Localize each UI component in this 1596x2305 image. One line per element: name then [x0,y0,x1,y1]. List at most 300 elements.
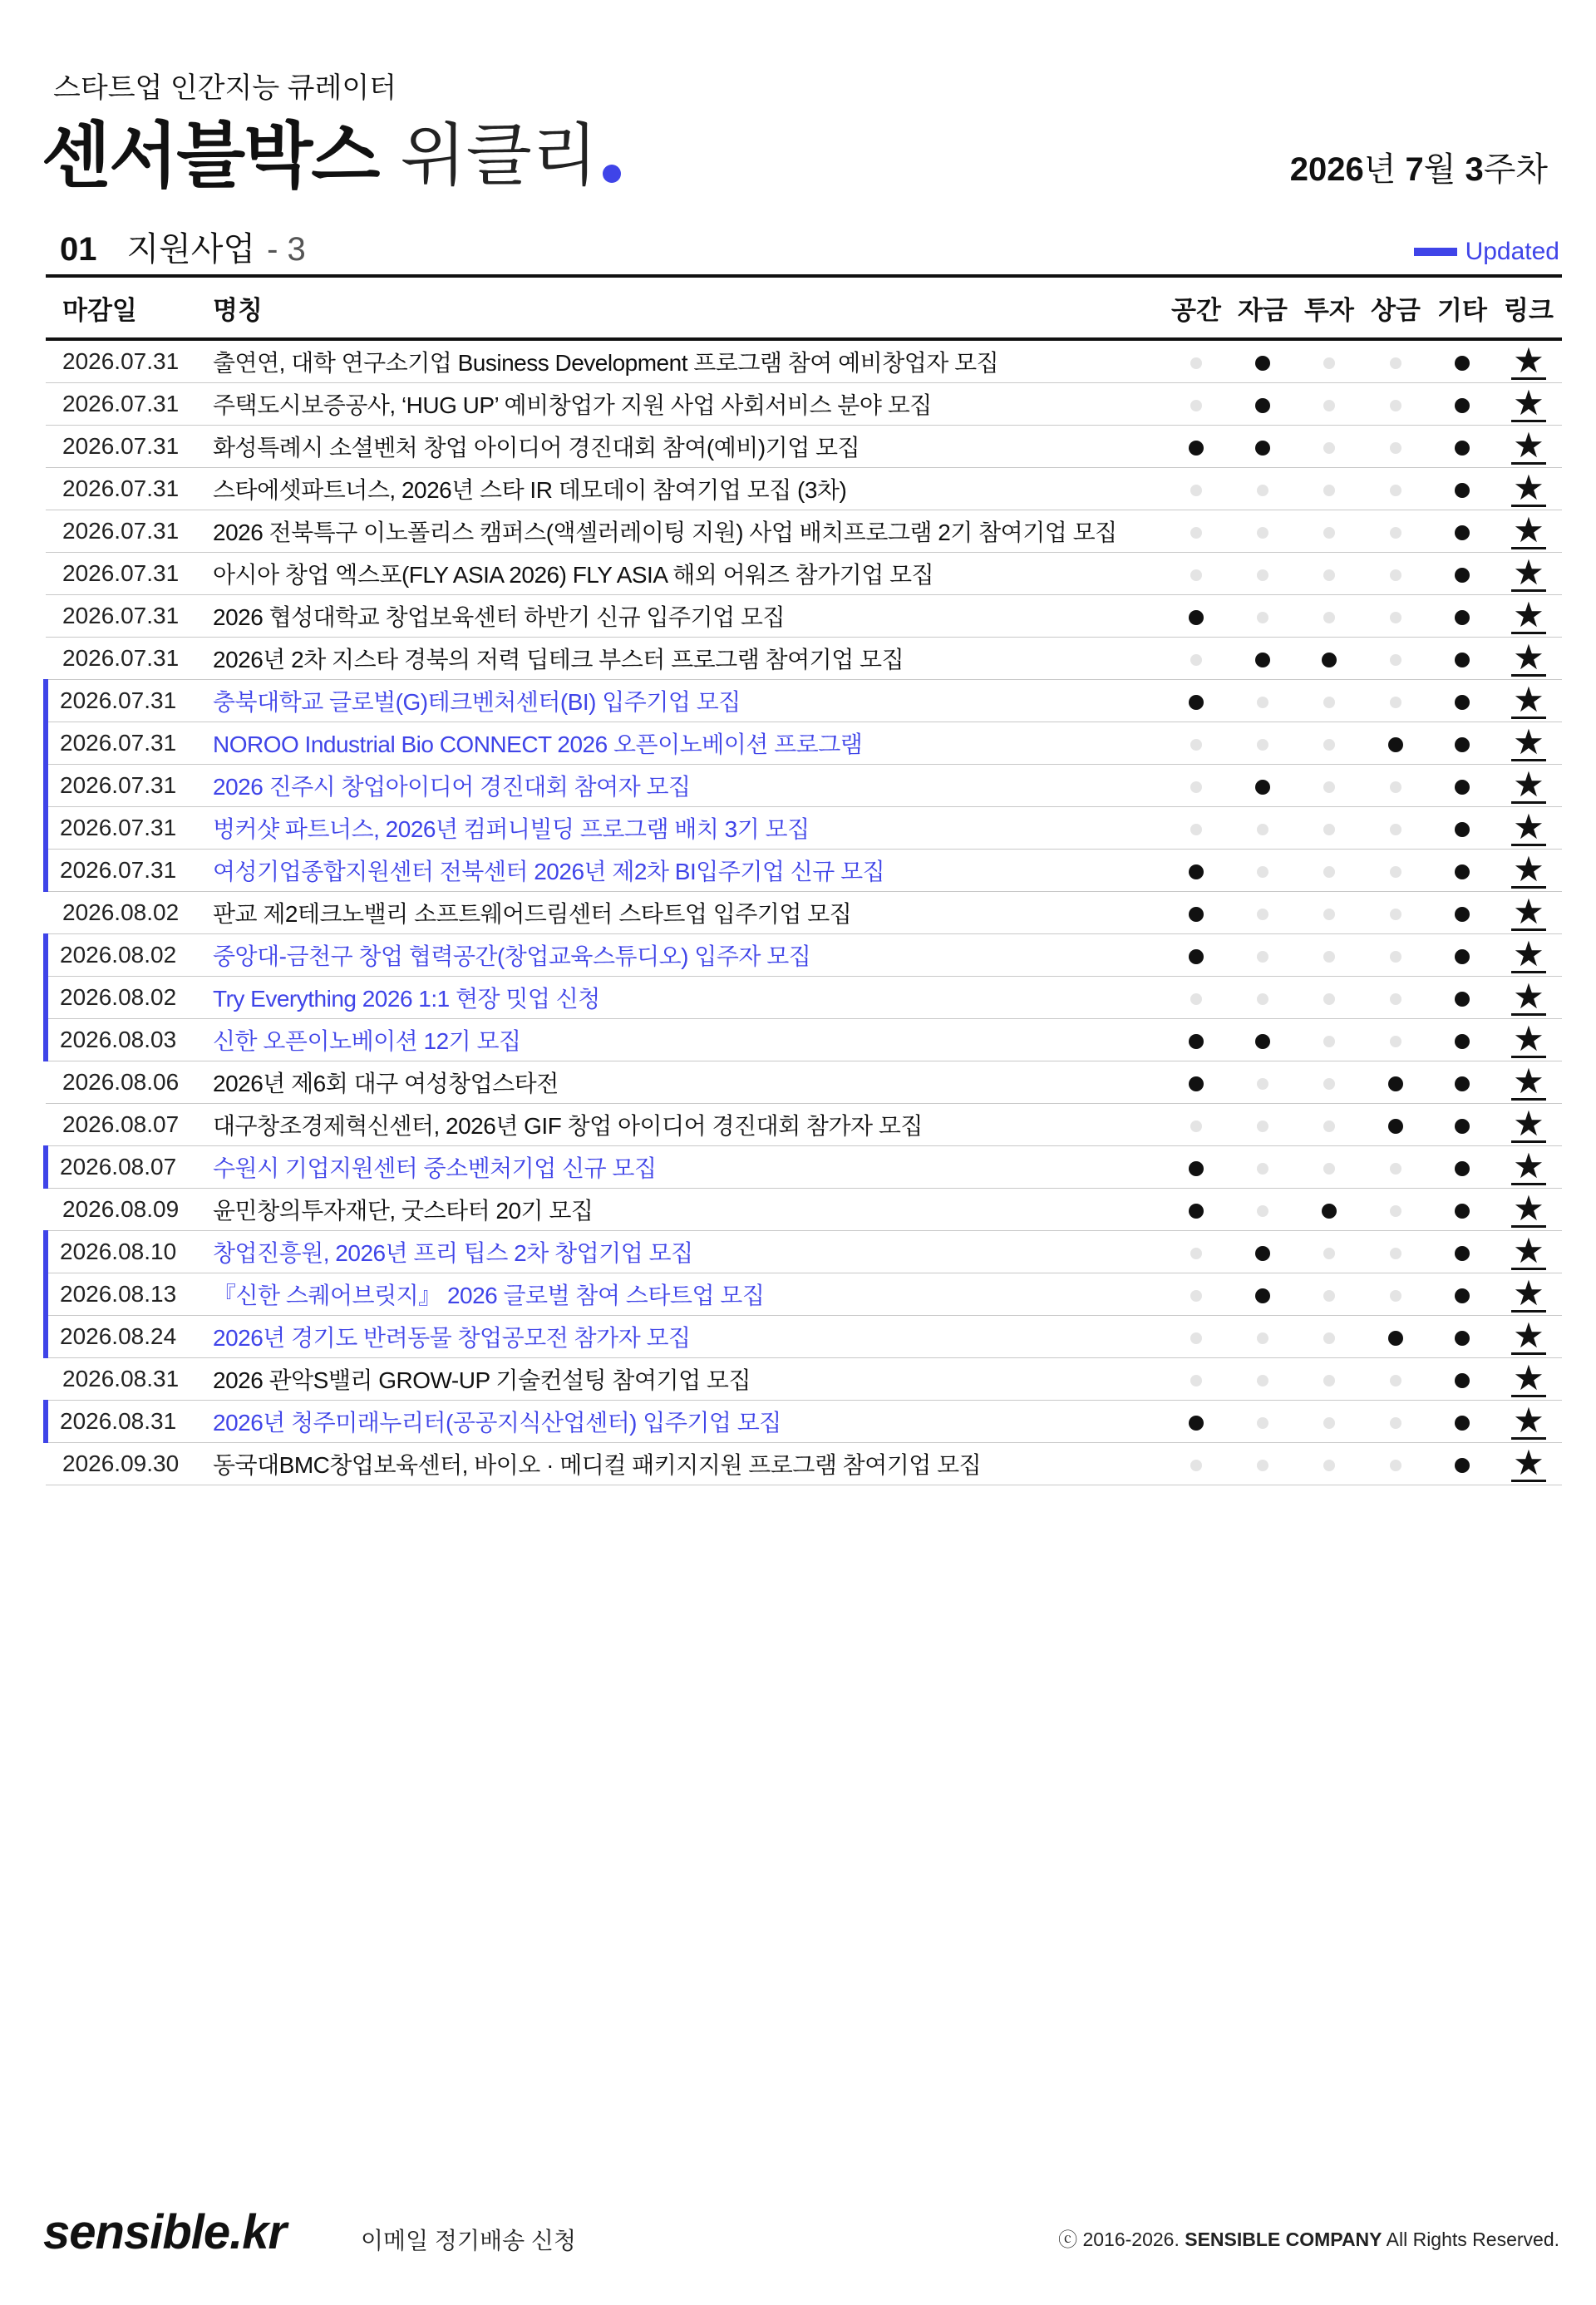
etc-flag-cell [1429,553,1495,595]
invest-flag-cell [1296,977,1362,1019]
link-cell [1495,595,1562,638]
filled-dot-icon [1455,992,1470,1007]
invest-flag-cell [1296,765,1362,807]
empty-dot-icon [1323,1163,1335,1175]
invest-flag-cell [1296,1019,1362,1061]
filled-dot-icon [1455,1246,1470,1261]
invest-flag-cell [1296,383,1362,426]
link-cell [1495,1443,1562,1485]
table-row [46,680,1562,722]
invest-flag-cell [1296,1231,1362,1273]
table-row [46,765,1562,807]
empty-dot-icon [1257,824,1268,835]
star-icon[interactable]: ★ [1513,552,1544,592]
invest-flag-cell [1296,510,1362,553]
table-row [46,1189,1562,1231]
prize-flag-cell [1362,765,1429,807]
program-name-cell: 여성기업종합지원센터 전북센터 2026년 제2차 BI입주기업 신규 모집 [213,850,1163,892]
week-label [1290,143,1548,190]
etc-flag-cell [1429,468,1495,510]
prize-flag-cell [1362,1443,1429,1485]
star-icon[interactable]: ★ [1513,1442,1544,1482]
filled-dot-icon [1255,356,1270,371]
invest-flag-cell [1296,426,1362,468]
deadline-cell: 2026.07.31 [46,638,213,680]
program-name-cell: 윤민창의투자재단, 굿스타터 20기 모집 [213,1189,1163,1231]
deadline-cell: 2026.08.10 [46,1231,213,1273]
link-cell [1495,892,1562,934]
week-month-unit: 월 [1423,151,1465,188]
empty-dot-icon [1190,569,1202,581]
filled-dot-icon [1189,441,1204,456]
empty-dot-icon [1390,485,1401,496]
invest-flag-cell [1296,1273,1362,1316]
empty-dot-icon [1257,993,1268,1005]
link-cell [1495,807,1562,850]
filled-dot-icon [1189,1034,1204,1049]
star-icon[interactable]: ★ [1513,594,1544,634]
program-name-cell: 2026년 청주미래누리터(공공지식산업센터) 입주기업 모집 [213,1401,1163,1443]
table-row [46,1358,1562,1401]
program-name-cell: 주택도시보증공사, ‘HUG UP’ 예비창업가 지원 사업 사회서비스 분야 모집 [213,383,1163,426]
space-flag-cell [1163,1104,1229,1146]
table-row [46,1061,1562,1104]
col-space: 공간 [1163,276,1229,339]
space-flag-cell [1163,1273,1229,1316]
prize-flag-cell [1362,807,1429,850]
filled-dot-icon [1388,1331,1403,1346]
empty-dot-icon [1323,1290,1335,1302]
invest-flag-cell [1296,339,1362,383]
empty-dot-icon [1323,1248,1335,1259]
table-row [46,1019,1562,1061]
program-name-cell: 중앙대-금천구 창업 협력공간(창업교육스튜디오) 입주자 모집 [213,934,1163,977]
prize-flag-cell [1362,934,1429,977]
etc-flag-cell [1429,1443,1495,1485]
empty-dot-icon [1190,781,1202,793]
prize-flag-cell [1362,638,1429,680]
filled-dot-icon [1255,398,1270,413]
fund-flag-cell [1229,638,1296,680]
table-header-row [46,276,1562,339]
prize-flag-cell [1362,468,1429,510]
star-icon[interactable]: ★ [1513,1103,1544,1143]
etc-flag-cell [1429,977,1495,1019]
fund-flag-cell [1229,339,1296,383]
program-name-cell: 판교 제2테크노밸리 소프트웨어드림센터 스타트업 입주기업 모집 [213,892,1163,934]
filled-dot-icon [1388,737,1403,752]
fund-flag-cell [1229,468,1296,510]
program-name-cell: 2026 전북특구 이노폴리스 캠퍼스(액셀러레이팅 지원) 사업 배치프로그램 2기 참여기업 모집 [213,510,1163,553]
empty-dot-icon [1190,1120,1202,1132]
star-icon[interactable]: ★ [1513,382,1544,422]
etc-flag-cell [1429,1104,1495,1146]
empty-dot-icon [1390,1036,1401,1047]
fund-flag-cell [1229,1401,1296,1443]
section-title: 지원사업 [126,231,256,268]
program-name-cell: 충북대학교 글로벌(G)테크벤처센터(BI) 입주기업 모집 [213,680,1163,722]
table-row [46,1401,1562,1443]
empty-dot-icon [1257,1205,1268,1217]
filled-dot-icon [1255,1246,1270,1261]
empty-dot-icon [1257,1375,1268,1386]
prize-flag-cell [1362,680,1429,722]
star-icon[interactable]: ★ [1513,1357,1544,1397]
table-row [46,892,1562,934]
empty-dot-icon [1257,1460,1268,1471]
empty-dot-icon [1323,781,1335,793]
program-name-cell: 스타에셋파트너스, 2026년 스타 IR 데모데이 참여기업 모집 (3차) [213,468,1163,510]
star-icon[interactable]: ★ [1513,425,1544,465]
prize-flag-cell [1362,510,1429,553]
star-icon[interactable]: ★ [1513,891,1544,931]
tagline: 스타트업 인간지능 큐레이터 [53,72,397,104]
invest-flag-cell [1296,638,1362,680]
table-row [46,638,1562,680]
empty-dot-icon [1257,1120,1268,1132]
etc-flag-cell [1429,1401,1495,1443]
prize-flag-cell [1362,1061,1429,1104]
deadline-cell: 2026.08.03 [46,1019,213,1061]
deadline-cell: 2026.08.02 [46,977,213,1019]
empty-dot-icon [1390,781,1401,793]
empty-dot-icon [1257,1417,1268,1429]
prize-flag-cell [1362,1273,1429,1316]
prize-flag-cell [1362,1358,1429,1401]
table-row [46,426,1562,468]
empty-dot-icon [1190,1460,1202,1471]
invest-flag-cell [1296,1104,1362,1146]
fund-flag-cell [1229,383,1296,426]
updated-legend [1414,238,1559,266]
col-prize: 상금 [1362,276,1429,339]
space-flag-cell [1163,1231,1229,1273]
filled-dot-icon [1255,441,1270,456]
link-cell [1495,468,1562,510]
link-cell [1495,850,1562,892]
program-name-cell: 2026년 2차 지스타 경북의 저력 딥테크 부스터 프로그램 참여기업 모집 [213,638,1163,680]
invest-flag-cell [1296,1316,1362,1358]
empty-dot-icon [1390,951,1401,963]
etc-flag-cell [1429,934,1495,977]
empty-dot-icon [1257,697,1268,708]
brand-title [42,106,621,198]
deadline-cell: 2026.08.07 [46,1146,213,1189]
link-cell [1495,638,1562,680]
fund-flag-cell [1229,1316,1296,1358]
filled-dot-icon [1255,1288,1270,1303]
prize-flag-cell [1362,1146,1429,1189]
fund-flag-cell [1229,1231,1296,1273]
link-cell [1495,765,1562,807]
etc-flag-cell [1429,638,1495,680]
star-icon[interactable]: ★ [1513,933,1544,973]
star-icon[interactable]: ★ [1513,1061,1544,1101]
filled-dot-icon [1455,907,1470,922]
filled-dot-icon [1189,1076,1204,1091]
space-flag-cell [1163,765,1229,807]
link-cell [1495,934,1562,977]
filled-dot-icon [1455,653,1470,667]
star-icon[interactable]: ★ [1513,1273,1544,1313]
fund-flag-cell [1229,680,1296,722]
filled-dot-icon [1388,1119,1403,1134]
fund-flag-cell [1229,426,1296,468]
copyright-rights: All Rights Reserved. [1386,2229,1559,2250]
empty-dot-icon [1257,1163,1268,1175]
etc-flag-cell [1429,1019,1495,1061]
star-icon[interactable]: ★ [1513,1018,1544,1058]
filled-dot-icon [1255,780,1270,795]
week-number-unit: 주차 [1483,151,1548,188]
program-name-cell: NOROO Industrial Bio CONNECT 2026 오픈이노베이션 프로그램 [213,722,1163,765]
empty-dot-icon [1390,824,1401,835]
fund-flag-cell [1229,510,1296,553]
filled-dot-icon [1455,441,1470,456]
empty-dot-icon [1390,1248,1401,1259]
invest-flag-cell [1296,1358,1362,1401]
invest-flag-cell [1296,468,1362,510]
star-icon[interactable]: ★ [1513,467,1544,507]
star-icon[interactable]: ★ [1513,722,1544,761]
col-invest: 투자 [1296,276,1362,339]
space-flag-cell [1163,1401,1229,1443]
prize-flag-cell [1362,1401,1429,1443]
etc-flag-cell [1429,680,1495,722]
empty-dot-icon [1323,697,1335,708]
empty-dot-icon [1323,993,1335,1005]
deadline-cell: 2026.08.07 [46,1104,213,1146]
empty-dot-icon [1390,1417,1401,1429]
star-icon[interactable]: ★ [1513,637,1544,677]
empty-dot-icon [1190,739,1202,751]
etc-flag-cell [1429,1146,1495,1189]
empty-dot-icon [1390,866,1401,878]
copyright-years: ⓒ 2016-2026. [1058,2229,1180,2250]
space-flag-cell [1163,1061,1229,1104]
filled-dot-icon [1322,1204,1337,1219]
empty-dot-icon [1257,909,1268,920]
fund-flag-cell [1229,1189,1296,1231]
deadline-cell: 2026.07.31 [46,595,213,638]
star-icon[interactable]: ★ [1513,1145,1544,1185]
star-icon[interactable]: ★ [1513,976,1544,1016]
empty-dot-icon [1323,1120,1335,1132]
section-subtitle: - 3 [267,231,306,268]
star-icon[interactable]: ★ [1513,1230,1544,1270]
link-cell [1495,1273,1562,1316]
empty-dot-icon [1323,909,1335,920]
link-cell [1495,1146,1562,1189]
link-cell [1495,977,1562,1019]
empty-dot-icon [1323,485,1335,496]
link-cell [1495,510,1562,553]
empty-dot-icon [1257,569,1268,581]
fund-flag-cell [1229,1443,1296,1485]
etc-flag-cell [1429,1316,1495,1358]
filled-dot-icon [1455,398,1470,413]
fund-flag-cell [1229,977,1296,1019]
empty-dot-icon [1390,654,1401,666]
fund-flag-cell [1229,1358,1296,1401]
filled-dot-icon [1455,1034,1470,1049]
space-flag-cell [1163,807,1229,850]
program-name-cell: 2026년 경기도 반려동물 창업공모전 참가자 모집 [213,1316,1163,1358]
filled-dot-icon [1455,1076,1470,1091]
invest-flag-cell [1296,680,1362,722]
space-flag-cell [1163,1146,1229,1189]
table-row [46,510,1562,553]
deadline-cell: 2026.07.31 [46,468,213,510]
invest-flag-cell [1296,892,1362,934]
etc-flag-cell [1429,765,1495,807]
subscribe-link[interactable]: 이메일 정기배송 신청 [361,2228,576,2253]
invest-flag-cell [1296,1443,1362,1485]
empty-dot-icon [1190,485,1202,496]
star-icon[interactable]: ★ [1513,806,1544,846]
table-row [46,807,1562,850]
empty-dot-icon [1257,739,1268,751]
filled-dot-icon [1455,610,1470,625]
program-name-cell: 2026 협성대학교 창업보육센터 하반기 신규 입주기업 모집 [213,595,1163,638]
empty-dot-icon [1257,612,1268,623]
link-cell [1495,722,1562,765]
deadline-cell: 2026.08.06 [46,1061,213,1104]
empty-dot-icon [1323,1375,1335,1386]
deadline-cell: 2026.09.30 [46,1443,213,1485]
filled-dot-icon [1255,653,1270,667]
table-row [46,553,1562,595]
table-row [46,934,1562,977]
empty-dot-icon [1323,1417,1335,1429]
table-row [46,722,1562,765]
invest-flag-cell [1296,1189,1362,1231]
program-name-cell: 2026 진주시 창업아이디어 경진대회 참여자 모집 [213,765,1163,807]
empty-dot-icon [1190,654,1202,666]
prize-flag-cell [1362,1231,1429,1273]
filled-dot-icon [1189,1416,1204,1431]
space-flag-cell [1163,468,1229,510]
prize-flag-cell [1362,1104,1429,1146]
etc-flag-cell [1429,1231,1495,1273]
filled-dot-icon [1455,1458,1470,1473]
fund-flag-cell [1229,1146,1296,1189]
empty-dot-icon [1323,1036,1335,1047]
space-flag-cell [1163,383,1229,426]
empty-dot-icon [1323,442,1335,454]
fund-flag-cell [1229,850,1296,892]
fund-flag-cell [1229,765,1296,807]
filled-dot-icon [1255,1034,1270,1049]
brand-dot-icon [603,165,621,183]
empty-dot-icon [1390,569,1401,581]
space-flag-cell [1163,426,1229,468]
invest-flag-cell [1296,1401,1362,1443]
empty-dot-icon [1390,909,1401,920]
program-name-cell: 창업진흥원, 2026년 프리 팁스 2차 창업기업 모집 [213,1231,1163,1273]
etc-flag-cell [1429,807,1495,850]
empty-dot-icon [1323,400,1335,411]
filled-dot-icon [1189,1161,1204,1176]
empty-dot-icon [1323,527,1335,539]
star-icon[interactable]: ★ [1513,1400,1544,1440]
filled-dot-icon [1455,864,1470,879]
copyright [1058,2224,1559,2252]
program-name-cell: 2026 관악S밸리 GROW-UP 기술컨설팅 참여기업 모집 [213,1358,1163,1401]
space-flag-cell [1163,977,1229,1019]
table-row [46,468,1562,510]
empty-dot-icon [1323,739,1335,751]
empty-dot-icon [1190,527,1202,539]
empty-dot-icon [1390,1290,1401,1302]
empty-dot-icon [1390,400,1401,411]
footer-logo[interactable]: sensible.kr [43,2205,287,2259]
filled-dot-icon [1455,1288,1470,1303]
star-icon[interactable]: ★ [1513,340,1544,380]
table-row [46,977,1562,1019]
invest-flag-cell [1296,1146,1362,1189]
deadline-cell: 2026.07.31 [46,339,213,383]
filled-dot-icon [1455,1373,1470,1388]
deadline-cell: 2026.07.31 [46,553,213,595]
prize-flag-cell [1362,383,1429,426]
star-icon[interactable]: ★ [1513,1188,1544,1228]
table-row [46,339,1562,383]
col-deadline: 마감일 [46,276,213,339]
prize-flag-cell [1362,850,1429,892]
link-cell [1495,1061,1562,1104]
space-flag-cell [1163,1189,1229,1231]
invest-flag-cell [1296,1061,1362,1104]
prize-flag-cell [1362,426,1429,468]
star-icon[interactable]: ★ [1513,849,1544,889]
etc-flag-cell [1429,426,1495,468]
filled-dot-icon [1455,356,1470,371]
empty-dot-icon [1190,1290,1202,1302]
deadline-cell: 2026.07.31 [46,510,213,553]
star-icon[interactable]: ★ [1513,510,1544,549]
deadline-cell: 2026.07.31 [46,765,213,807]
empty-dot-icon [1390,993,1401,1005]
program-name-cell: 수원시 기업지원센터 중소벤처기업 신규 모집 [213,1146,1163,1189]
star-icon[interactable]: ★ [1513,764,1544,804]
invest-flag-cell [1296,850,1362,892]
table-row [46,1273,1562,1316]
updated-marker-icon [1414,248,1457,256]
filled-dot-icon [1455,525,1470,540]
link-cell [1495,1189,1562,1231]
link-cell [1495,1231,1562,1273]
empty-dot-icon [1257,1078,1268,1090]
star-icon[interactable]: ★ [1513,1315,1544,1355]
fund-flag-cell [1229,1061,1296,1104]
col-name: 명칭 [213,276,1163,339]
etc-flag-cell [1429,892,1495,934]
etc-flag-cell [1429,595,1495,638]
filled-dot-icon [1455,1119,1470,1134]
copyright-company: SENSIBLE COMPANY [1185,2229,1382,2250]
filled-dot-icon [1455,1204,1470,1219]
etc-flag-cell [1429,722,1495,765]
etc-flag-cell [1429,1189,1495,1231]
deadline-cell: 2026.07.31 [46,383,213,426]
star-icon[interactable]: ★ [1513,679,1544,719]
filled-dot-icon [1455,695,1470,710]
col-fund: 자금 [1229,276,1296,339]
section-number: 01 [60,231,97,268]
etc-flag-cell [1429,383,1495,426]
filled-dot-icon [1455,822,1470,837]
